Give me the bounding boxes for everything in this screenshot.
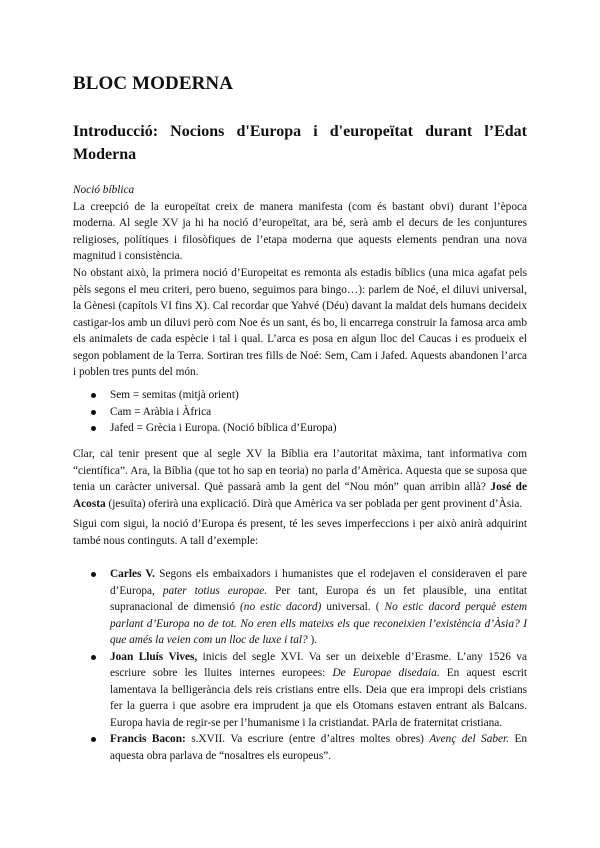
- examples-list: [73, 566, 527, 764]
- list-item: Sem = semitas (mitjà orient): [73, 387, 527, 404]
- noah-sons-list: [73, 387, 527, 437]
- list-item-joan-lluis-vives: Joan Lluís Vives, inicis del segle XVI. Va ser un deixeble d’Erasme. L’any 1526 va escriure sobre les lluites internes europees: De Europae disedaia. En aquest escrit lamentava la belligerància dels reis cristians entre ells. Deia que era impropi dels cristians fer la guerra i que asobre era imprudent ja que els Otomans estaven entrant als Balcans. Europa havia de regir-se per l’humanisme i la cristiandat. PArla de fraternitat cristiana.: [73, 649, 527, 732]
- list-item-carles-v: Carles V. Segons els embaixadors i humanistes que el rodejaven el consideraven el pare d’Europa, pater totius europae. Per tant, Europa és un fet plausible, una entitat supranacional de dimensió (no estic dacord) universal. ( No estic dacord perquè estem parlant d’Europa no de tot. No eren ells mateixs els que reconeixien l’existència d’Àsia? I que amés la veien com un lloc de luxe i tal? ).: [73, 566, 527, 649]
- bullet-icon: [91, 410, 96, 415]
- list-item-francis-bacon: Francis Bacon: s.XVII. Va escriure (entre d’altres moltes obres) Avenç del Saber. En aquesta obra parlava de “nosaltres els europeus”.: [73, 731, 527, 764]
- bullet-icon: [91, 737, 96, 742]
- section-title-line-1: Introducció: Nocions d'Europa i d'europeïtat durant l’Edat: [73, 123, 527, 140]
- section-title: [73, 120, 527, 166]
- subsection-heading: Noció bíblica: [73, 184, 135, 196]
- list-item: Cam = Aràbia i Àfrica: [73, 404, 527, 421]
- paragraph-examples-intro: Sigui com sigui, la noció d’Europa és present, té les seves imperfeccions i per això anirà adquirint també nous continguts. A tall d’exemple:: [73, 518, 527, 547]
- paragraph-2: No obstant això, la primera noció d’Europeitat es remonta als estadis bíblics (una mica agafat pels pèls segons el meu criteri, pero bueno, seguimos para bingo…): parlem de Noé, el diluvi universal, la Gènesi (capítols VI fins X). Cal recordar que Yahvé (Déu) davant la maldat dels humans decideix castigar-los amb un diluvi però com Noe és un sant, és bo, li encarrega construir la famosa arca amb els animalets de cada espècie i tal i qual. L’arca es posa en algun lloc del Caucas i es produeix el segon poblament de la Terra. Sortiran tres fills de Noé: Sem, Cam i Jafed. Aquests abandonen l’arca i poblen tres punts del món.: [73, 267, 527, 378]
- biblical-notion-block: [73, 182, 527, 265]
- document-title: BLOC MODERNA: [73, 73, 234, 94]
- list-item: Jafed = Grècia i Europa. (Noció bíblica d’Europa): [73, 420, 527, 437]
- bullet-icon: [91, 655, 96, 660]
- paragraph-acosta: Clar, cal tenir present que al segle XV la Bíblia era l’autoritat màxima, tant informativa com “científica”. Ara, la Bíblia (que tot ho sap en teoria) no parla d’Amèrica. Aquesta que se suposa que tenia un caràcter universal. Què passarà amb la gent del “Nou món” quan arribin allà? José de Acosta (jesuïta) oferirà una explicació. Dirà que Amèrica va ser poblada per gent provinent d’Àsia.: [73, 448, 527, 510]
- section-title-line-2: Moderna: [73, 146, 137, 163]
- acosta-name: José de Acosta: [73, 481, 527, 510]
- bullet-icon: [91, 393, 96, 398]
- bullet-icon: [91, 572, 96, 577]
- paragraph-1: La creepció de la europeïtat creix de manera manifesta (com és bastant obvi) durant l’època moderna. Al segle XV ja hi ha noció d’europeïtat, ara bé, serà amb el decurs de les conjuntures religioses, polítiques i filosòfiques de l’etapa moderna que aquests elements pendran una nova magnitud i consistència.: [73, 200, 527, 262]
- bullet-icon: [91, 426, 96, 431]
